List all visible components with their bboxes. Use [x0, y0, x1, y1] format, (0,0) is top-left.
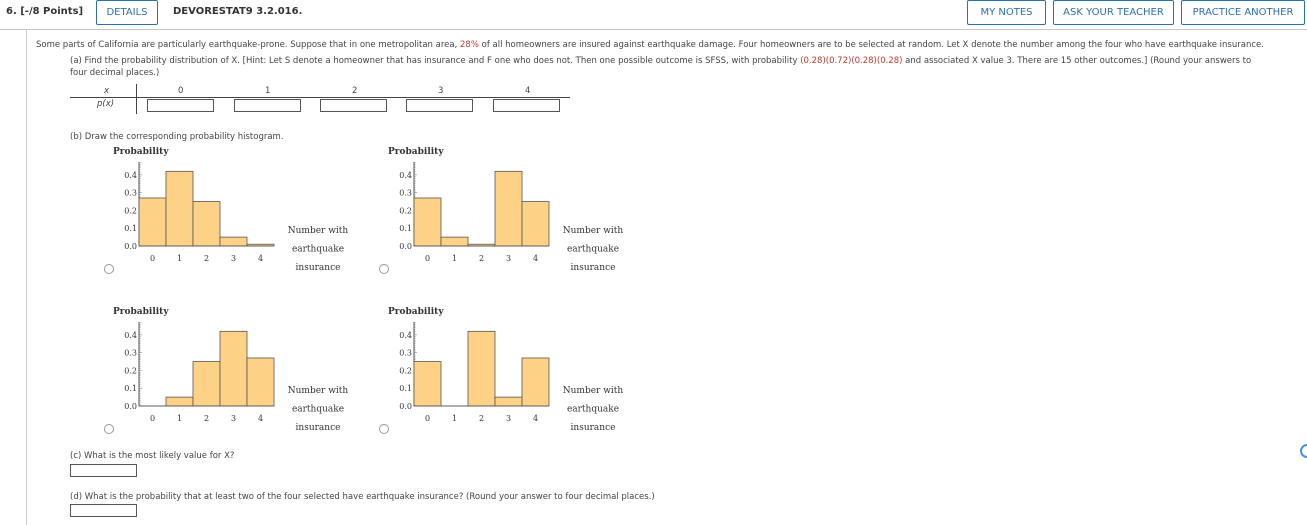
- x-tick-label: 1: [451, 254, 458, 263]
- x-axis-label: Number with: [287, 226, 349, 236]
- x-axis-label: Number with: [562, 226, 624, 236]
- y-tick-label: 0.3: [399, 348, 412, 358]
- x-tick-label: 1: [176, 254, 183, 263]
- histogram-bar: [495, 171, 522, 246]
- chart-title: Probability: [113, 307, 169, 317]
- y-tick-label: 0.3: [124, 348, 137, 358]
- x-tick-label: 3: [505, 414, 512, 423]
- y-tick-label: 0.2: [124, 206, 137, 216]
- px-2-input[interactable]: [320, 99, 387, 112]
- table-x-value: 1: [265, 86, 271, 96]
- distribution-table: [70, 84, 570, 114]
- histogram-option-1: [95, 144, 365, 279]
- px-3-input[interactable]: [406, 99, 473, 112]
- histogram-bar: [166, 397, 193, 406]
- histogram-option-2-radio[interactable]: [379, 264, 389, 274]
- x-tick-label: 2: [478, 254, 485, 263]
- table-x-label: x: [104, 86, 110, 96]
- scroll-indicator-icon[interactable]: [1300, 444, 1307, 458]
- x-tick-label: 2: [203, 414, 210, 423]
- histogram-option-3-radio[interactable]: [104, 424, 114, 434]
- x-axis-label: insurance: [570, 423, 616, 433]
- table-x-value: 3: [438, 86, 444, 96]
- histogram-chart: [95, 144, 365, 279]
- details-button[interactable]: DETAILS: [96, 0, 158, 25]
- histogram-bar: [468, 331, 495, 406]
- x-tick-label: 0: [149, 254, 156, 263]
- x-axis-label: earthquake: [566, 404, 620, 415]
- histogram-chart: [370, 304, 640, 439]
- problem-intro: Some parts of California are particularly earthquake-prone. Suppose that in one metropolitan area, 28% of all homeowners are insured against earthquake damage. Four homeowners are to be selected at random. Let X denote the number among the four who have earthquake insurance.: [36, 40, 1264, 50]
- y-tick-label: 0.1: [124, 224, 137, 234]
- x-tick-label: 2: [478, 414, 485, 423]
- table-px-label: p(x): [97, 99, 115, 109]
- chart-title: Probability: [113, 147, 169, 157]
- part-a-rounding: four decimal places.): [70, 68, 160, 78]
- table-x-value: 2: [352, 86, 358, 96]
- histogram-option-2: [370, 144, 640, 279]
- chart-title: Probability: [388, 147, 444, 157]
- part-c-prompt: (c) What is the most likely value for X?: [70, 451, 235, 461]
- histogram-bar: [414, 362, 441, 406]
- x-axis-label: earthquake: [291, 404, 345, 415]
- y-tick-label: 0.3: [399, 188, 412, 198]
- histogram-bar: [220, 331, 247, 406]
- px-4-input[interactable]: [493, 99, 560, 112]
- example-probability: (0.28)(0.72)(0.28)(0.28): [800, 56, 903, 66]
- histogram-bar: [522, 358, 549, 406]
- histogram-bar: [139, 198, 166, 246]
- x-tick-label: 1: [451, 414, 458, 423]
- y-tick-label: 0.3: [124, 188, 137, 198]
- x-tick-label: 0: [424, 414, 431, 423]
- histogram-bar: [220, 237, 247, 246]
- y-tick-label: 0.0: [124, 242, 137, 251]
- histogram-chart: [95, 304, 365, 439]
- part-b-prompt: (b) Draw the corresponding probability histogram.: [70, 132, 284, 142]
- px-0-input[interactable]: [147, 99, 214, 112]
- y-tick-label: 0.2: [124, 366, 137, 376]
- histogram-bar: [166, 171, 193, 246]
- x-tick-label: 1: [176, 414, 183, 423]
- x-axis-label: Number with: [287, 386, 349, 396]
- x-tick-label: 4: [257, 254, 264, 263]
- x-axis-label: earthquake: [566, 244, 620, 255]
- table-x-value: 0: [178, 86, 184, 96]
- x-tick-label: 4: [532, 254, 539, 263]
- y-tick-label: 0.0: [124, 402, 137, 411]
- histogram-option-3: [95, 304, 365, 439]
- px-1-input[interactable]: [234, 99, 301, 112]
- x-tick-label: 3: [505, 254, 512, 263]
- y-tick-label: 0.4: [124, 170, 137, 180]
- y-tick-label: 0.4: [399, 330, 412, 340]
- histogram-bar: [414, 198, 441, 246]
- most-likely-input[interactable]: [70, 464, 137, 477]
- histogram-option-4-radio[interactable]: [379, 424, 389, 434]
- header-divider: [0, 29, 1307, 30]
- question-left-rule: [26, 30, 27, 525]
- y-tick-label: 0.2: [399, 206, 412, 216]
- y-tick-label: 0.4: [399, 170, 412, 180]
- my-notes-button[interactable]: MY NOTES: [967, 0, 1046, 25]
- chart-title: Probability: [388, 307, 444, 317]
- histogram-bar: [247, 358, 274, 406]
- x-tick-label: 3: [230, 254, 237, 263]
- x-axis-label: insurance: [295, 263, 341, 273]
- histogram-bar: [522, 202, 549, 246]
- histogram-bar: [441, 237, 468, 246]
- question-points: 6. [-/8 Points]: [6, 6, 84, 17]
- x-tick-label: 2: [203, 254, 210, 263]
- part-a-prompt: (a) Find the probability distribution of X. [Hint: Let S denote a homeowner that has insurance and F one who does not. Then one possible outcome is SFSS, with probability (0.28)(0.72)(0.28)(0.28) and associated X value 3. There are 15 other outcomes.] (Round your answers to: [70, 56, 1252, 66]
- x-tick-label: 0: [424, 254, 431, 263]
- y-tick-label: 0.2: [399, 366, 412, 376]
- table-col-divider: [136, 84, 137, 114]
- x-axis-label: insurance: [570, 263, 616, 273]
- part-d-prompt: (d) What is the probability that at least two of the four selected have earthquake insurance? (Round your answer to four decimal places.): [70, 492, 655, 502]
- histogram-bar: [495, 397, 522, 406]
- histogram-bar: [193, 362, 220, 406]
- x-axis-label: earthquake: [291, 244, 345, 255]
- y-tick-label: 0.0: [399, 242, 412, 251]
- ask-teacher-button[interactable]: ASK YOUR TEACHER: [1053, 0, 1174, 25]
- table-row-divider: [70, 97, 570, 98]
- insured-percent: 28%: [460, 40, 479, 50]
- x-axis-label: insurance: [295, 423, 341, 433]
- y-tick-label: 0.1: [124, 384, 137, 394]
- practice-another-button[interactable]: PRACTICE ANOTHER: [1181, 0, 1305, 25]
- histogram-option-1-radio[interactable]: [104, 264, 114, 274]
- x-tick-label: 4: [532, 414, 539, 423]
- y-tick-label: 0.0: [399, 402, 412, 411]
- book-reference: DEVORESTAT9 3.2.016.: [173, 6, 303, 17]
- x-tick-label: 3: [230, 414, 237, 423]
- histogram-option-4: [370, 304, 640, 439]
- x-tick-label: 4: [257, 414, 264, 423]
- histogram-chart: [370, 144, 640, 279]
- table-x-value: 4: [525, 86, 531, 96]
- x-tick-label: 0: [149, 414, 156, 423]
- y-tick-label: 0.1: [399, 224, 412, 234]
- x-axis-label: Number with: [562, 386, 624, 396]
- y-tick-label: 0.4: [124, 330, 137, 340]
- histogram-bar: [193, 202, 220, 246]
- y-tick-label: 0.1: [399, 384, 412, 394]
- at-least-two-input[interactable]: [70, 504, 137, 517]
